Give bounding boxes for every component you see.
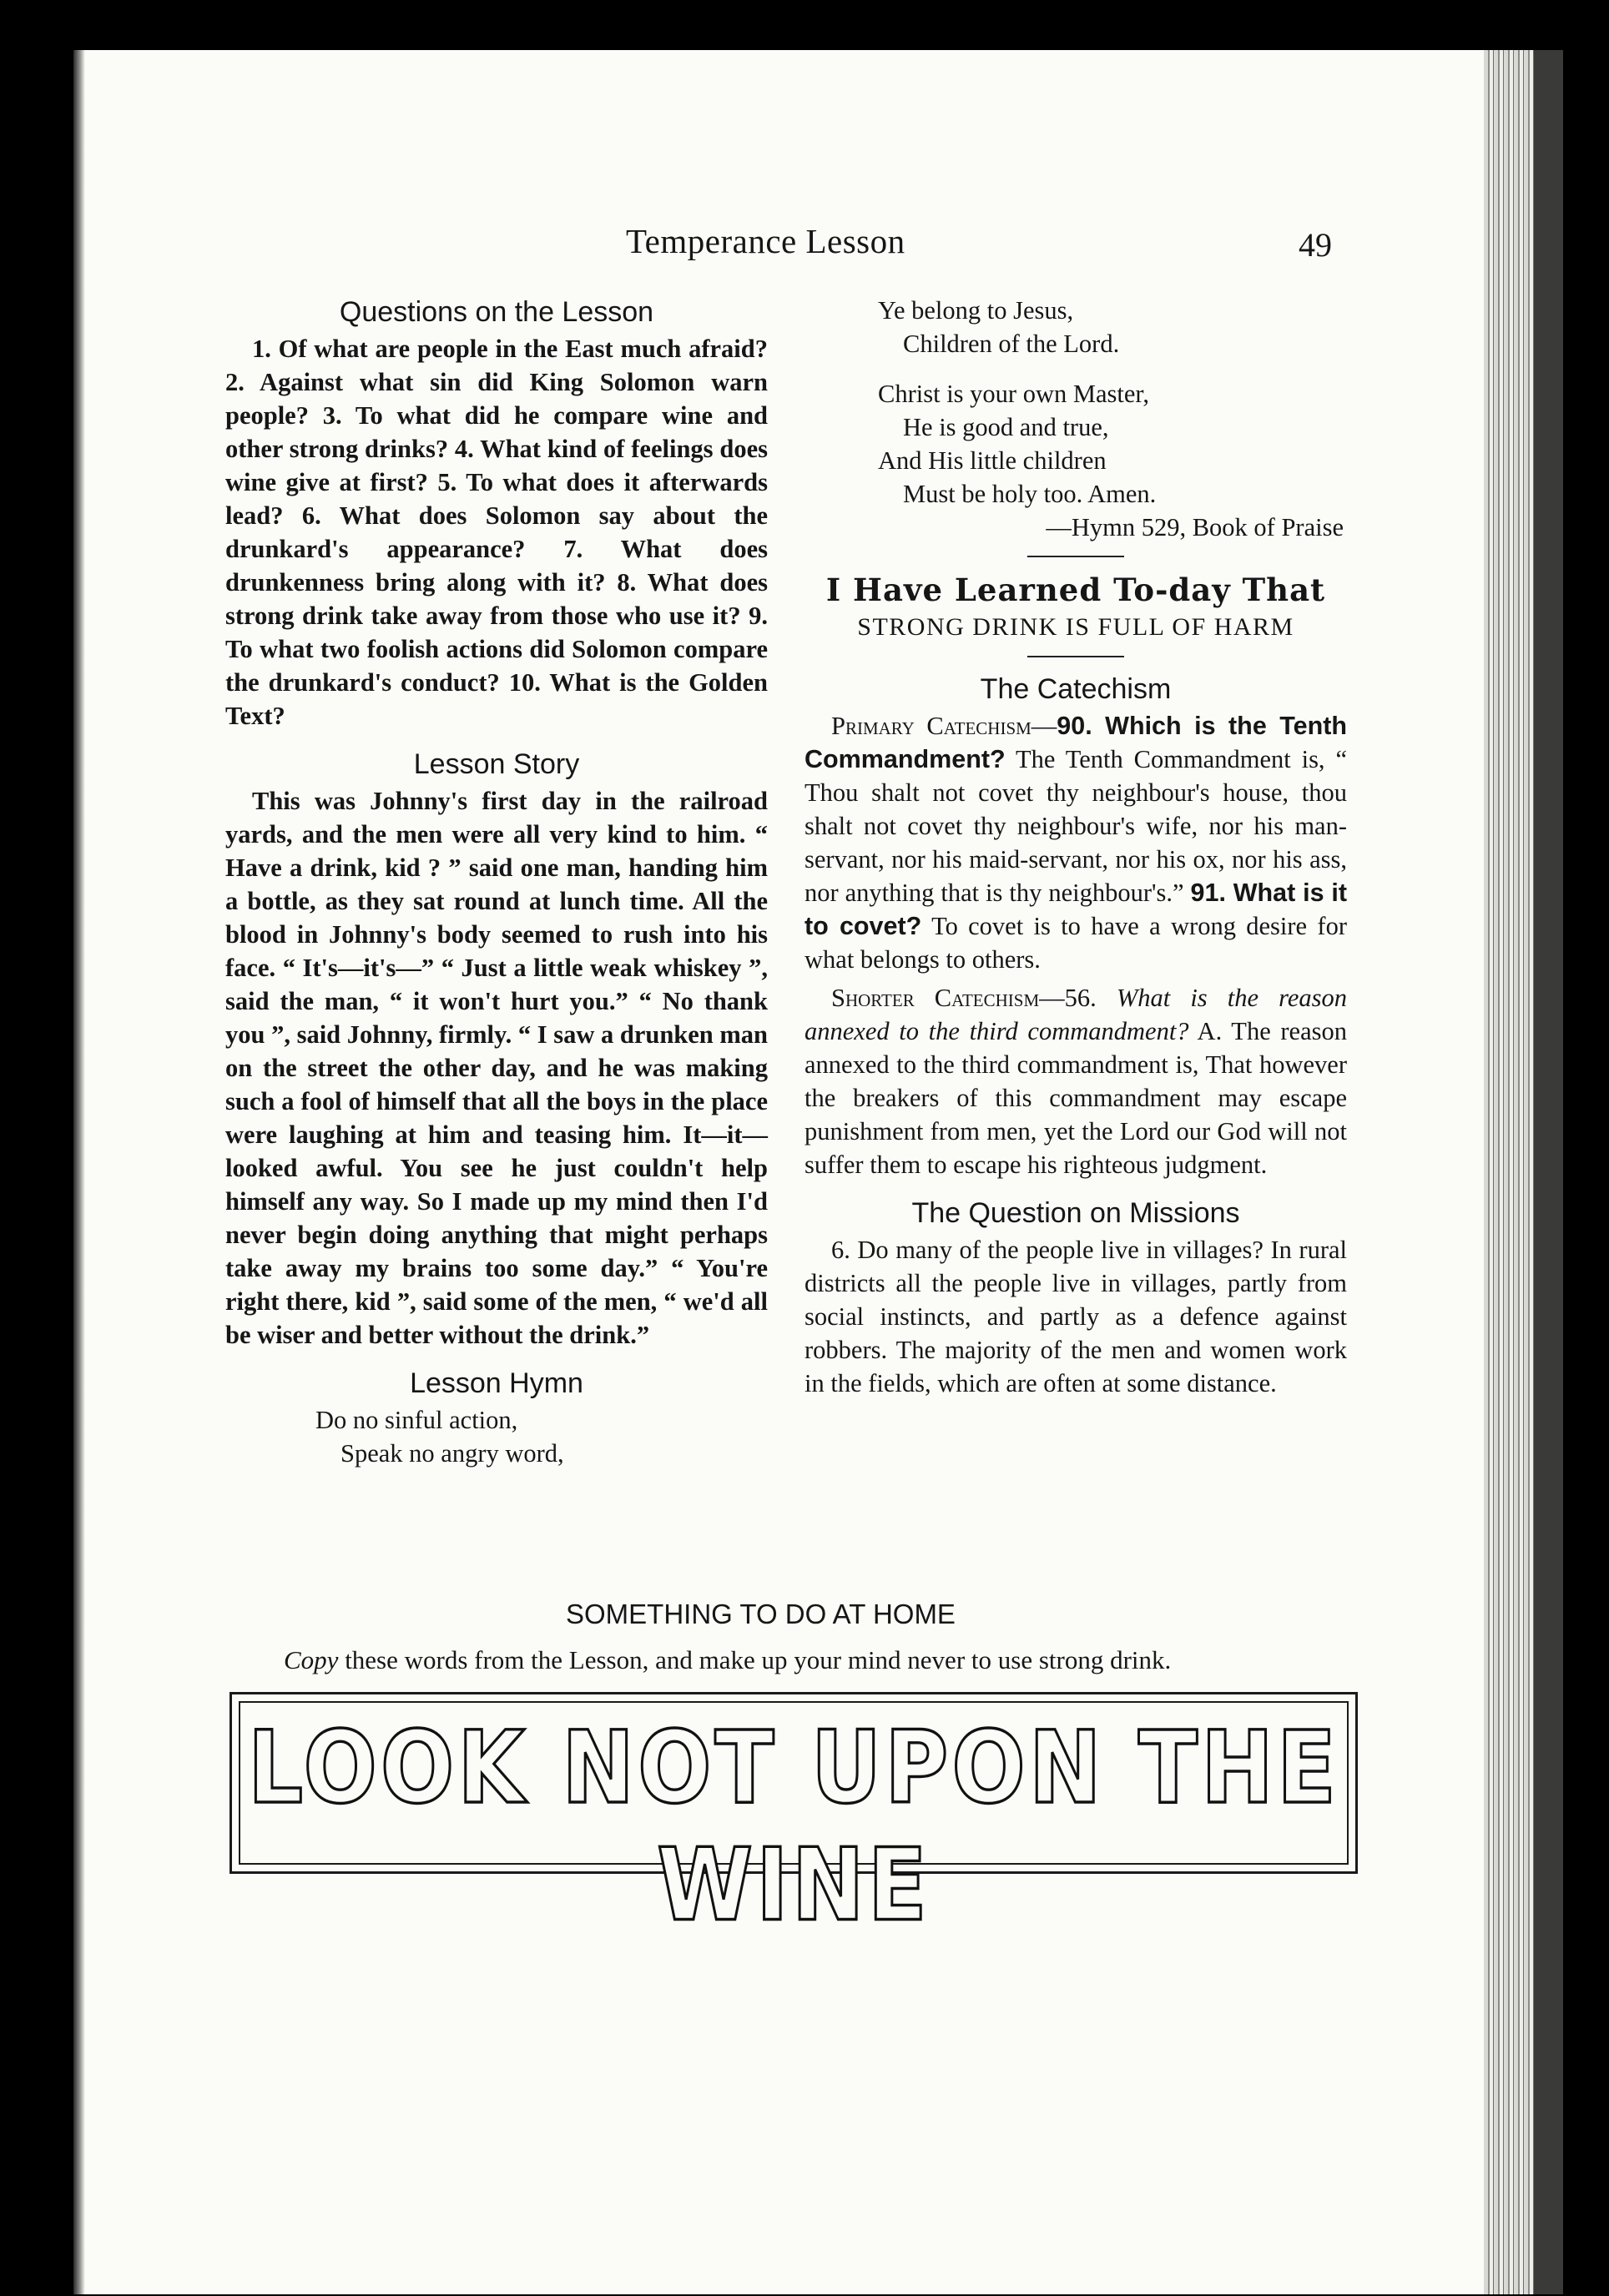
- hymn-line: Speak no angry word,: [340, 1439, 564, 1468]
- catechism-heading: The Catechism: [980, 673, 1172, 705]
- primary-question-90: 90. Which is the Tenth Commandment?: [804, 712, 1347, 773]
- hymn-verse-right: [804, 294, 1347, 544]
- hymn-line: He is good and true,: [903, 413, 1109, 441]
- missions-text: 6. Do many of the people live in villages? In rural districts all the people live in villages, partly from social instincts, and partly as a defence against robbers. The majority of the men and women work in the fields, which are often at some distance.: [804, 1236, 1347, 1397]
- shorter-number: 56.: [1064, 984, 1097, 1012]
- page-number: 49: [1299, 226, 1332, 264]
- primary-question-91: 91. What is it to covet?: [804, 879, 1347, 940]
- section-divider: [1027, 656, 1124, 657]
- shorter-catechism: Shorter Catechism—56. What is the reason annexed to the third commandment? A. The reason annexed to the third commandment is, That however the breakers of this commandment may escape punishment from men, yet the Lord our God will not suffer them to escape his righteous judgment.: [804, 984, 1347, 1179]
- copy-word: Copy: [284, 1645, 339, 1674]
- primary-label: Primary Catechism: [831, 712, 1031, 740]
- hymn-heading: Lesson Hymn: [410, 1367, 583, 1399]
- learned-heading: I Have Learned To-day That: [825, 571, 1326, 608]
- hymn-verse-left: [225, 1403, 768, 1470]
- story-heading: Lesson Story: [413, 748, 580, 780]
- hymn-line: Ye belong to Jesus,: [878, 296, 1074, 325]
- shorter-answer: A. The reason annexed to the third commandment is, That however the breakers of this commandment may escape punishment from men, yet the Lord our God will not suffer them to escape his righteous judgment.: [804, 1017, 1347, 1179]
- running-title: Temperance Lesson: [626, 222, 905, 260]
- motto-box: [229, 1692, 1358, 1944]
- primary-catechism: Primary Catechism—90. Which is the Tenth Commandment? The Tenth Commandment is, “ Thou shalt not covet thy neighbour's house, thou shalt not covet thy neighbour's wife, nor his man-servant, nor his maid-servant, nor his ox, nor his ass, nor anything that is thy neighbour's.” 91. What is it to covet? To covet is to have a wrong desire for what belongs to others.: [804, 712, 1347, 974]
- home-heading: SOMETHING TO DO AT HOME: [566, 1599, 956, 1629]
- page-stack-edge: [1484, 50, 1534, 2294]
- home-instruction: these words from the Lesson, and make up your mind never to use strong drink.: [345, 1645, 1172, 1674]
- hymn-line: Do no sinful action,: [315, 1406, 518, 1434]
- left-column: [225, 292, 768, 1470]
- hymn-line: Christ is your own Master,: [878, 380, 1149, 408]
- section-divider: [1027, 556, 1124, 557]
- shorter-question: What is the reason annexed to the third commandment?: [804, 984, 1347, 1045]
- book-fold-shadow: [73, 50, 85, 2294]
- right-column: [804, 294, 1347, 1400]
- hymn-source: —Hymn 529, Book of Praise: [1046, 513, 1344, 541]
- home-instruction-line: [284, 1645, 1352, 1675]
- motto-text: LOOK NOT UPON THE WINE: [247, 1709, 1340, 1944]
- hymn-line: Children of the Lord.: [903, 330, 1120, 358]
- questions-heading: Questions on the Lesson: [339, 296, 654, 328]
- questions-text: 1. Of what are people in the East much afraid? 2. Against what sin did King Solomon warn people? 3. To what did he compare wine and other strong drinks? 4. What kind of feelings does wine give at first? 5. To what does it afterwards lead? 6. What does Solomon say about the drunkard's appearance? 7. What does drunkenness bring along with it? 8. What does strong drink take away from those who use it? 9. To what two foolish actions did Solomon compare the drunkard's conduct? 10. What is the Golden Text?: [225, 335, 768, 730]
- shorter-label: Shorter Catechism: [831, 984, 1040, 1012]
- book-cover-edge: [1534, 50, 1563, 2294]
- hymn-line: And His little children: [878, 446, 1107, 475]
- learned-statement: STRONG DRINK IS FULL OF HARM: [857, 613, 1294, 641]
- story-text: This was Johnny's first day in the railroad yards, and the men were all very kind to him. “ Have a drink, kid ? ” said one man, handing him a bottle, as they sat round at lunch time. All the blood in Johnny's body seemed to rush into his face. “ It's—it's—” “ Just a little weak whiskey ”, said the man, “ it won't hurt you.” “ No thank you ”, said Johnny, firmly. “ I saw a drunken man on the street the other day, and he was making such a fool of himself that all the boys in the place were laughing at him and teasing him. It—it—looked awful. You see he just couldn't help himself any way. So I made up my mind then I'd never begin doing anything that might perhaps take away my brains too some day.” “ You're right there, kid ”, said some of the men, “ we'd all be wiser and better without the drink.”: [225, 787, 768, 1349]
- primary-answer-91: To covet is to have a wrong desire for what belongs to others.: [804, 912, 1347, 974]
- hymn-line: Must be holy too. Amen.: [903, 480, 1157, 508]
- primary-answer-90: The Tenth Commandment is, “ Thou shalt not covet thy neighbour's house, thou shalt not covet thy neighbour's wife, nor his man-servant, nor his maid-servant, nor his ox, nor his ass, nor anything that is thy neighbour's.”: [804, 745, 1347, 907]
- missions-heading: The Question on Missions: [911, 1197, 1240, 1229]
